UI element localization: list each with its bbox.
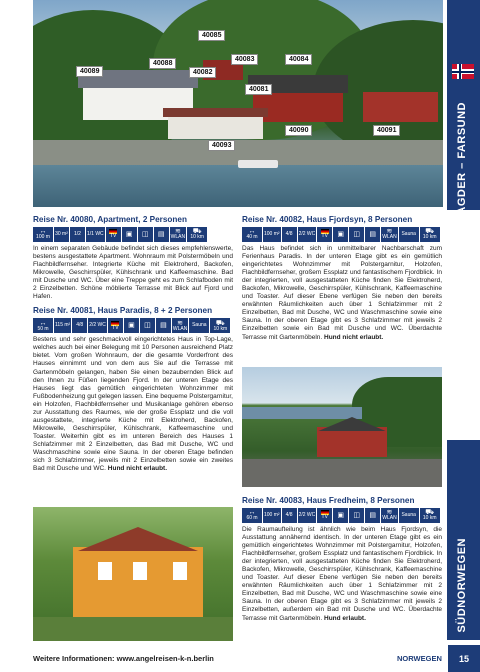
rooms-beds-icon: 4/8 xyxy=(72,318,87,333)
tv-icon: TV xyxy=(317,508,332,523)
amenity-icons xyxy=(33,318,233,333)
amenity-icons xyxy=(242,227,442,242)
label-40081: 40081 xyxy=(245,84,272,95)
sauna-icon: Sauna xyxy=(189,318,209,333)
oven-icon: ▣ xyxy=(124,318,139,333)
dishwasher-icon: ▤ xyxy=(156,318,171,333)
label-40090: 40090 xyxy=(285,125,312,136)
tv-icon: TV xyxy=(317,227,332,242)
tv-icon: TV xyxy=(106,227,121,242)
footer-country: NORWEGEN xyxy=(397,654,442,663)
footer-info: Weitere Informationen: www.angelreisen-k-n.berlin xyxy=(33,654,214,663)
sauna-icon: Sauna xyxy=(399,508,419,523)
microwave-icon: ◫ xyxy=(140,318,155,333)
rooms-beds-icon: 4/8 xyxy=(282,227,297,242)
top-photo xyxy=(33,0,443,207)
distance-water-icon: ↔ 60 m xyxy=(242,508,262,523)
water xyxy=(33,165,443,207)
bath-wc-icon: 1/1 WC xyxy=(86,227,105,242)
distance-water-icon: ↔ 40 m xyxy=(242,227,262,242)
photo-haus-fjordsyn xyxy=(242,367,442,487)
label-40082: 40082 xyxy=(189,67,216,78)
boat xyxy=(238,160,278,168)
listing-title: Reise Nr. 40082, Haus Fjordsyn, 8 Personen xyxy=(242,215,413,224)
rooms-beds-icon: 1/2 xyxy=(70,227,85,242)
listing-40082 xyxy=(242,214,442,342)
microwave-icon: ◫ xyxy=(138,227,153,242)
label-40089: 40089 xyxy=(76,66,103,77)
listing-title: Reise Nr. 40080, Apartment, 2 Personen xyxy=(33,215,187,224)
house-red-2 xyxy=(363,92,438,122)
wifi-icon: ≋ WLAN xyxy=(172,319,188,332)
dishwasher-icon: ▤ xyxy=(365,508,380,523)
distance-shop-icon: ⛟ 10 km xyxy=(420,508,440,523)
label-40093: 40093 xyxy=(208,140,235,151)
listing-40080 xyxy=(33,214,233,473)
distance-water-icon: ↔ 100 m xyxy=(33,227,53,242)
area-icon: 115 m² xyxy=(54,318,71,333)
side-band xyxy=(447,0,480,672)
wifi-icon: ≋ WLAN xyxy=(382,509,397,522)
area-icon: 30 m² xyxy=(54,227,69,242)
listing-text: In einem separaten Gebäude befindet sich dieses empfehlenswerte, bestens ausgestattete Apartment. Wohnraum mit Polstermöbeln und Flachbildfernseher. Integrierte Küche mit Elektroherd, Backofen, Mikrowelle, Geschirrspüler, Kühlschrank und Kaffeemaschine. Bad mit Dusche und WC. Über eine Treppe geht es zum Schlafboden mit 2 Einzelbetten. Schöne möblierte Terrasse mit Blick auf Fjord und Hafen. xyxy=(33,245,233,301)
microwave-icon: ◫ xyxy=(349,227,364,242)
listing-text: Die Raumaufteilung ist ähnlich wie beim Haus Fjordsyn, die Ausstattung annähernd identisch. In der unteren Etage gibt es ein gemütlich eingerichtetes Wohnzimmer mit Polstergarnitur, Holzofen, Flachbildfernseher, großem Essplatz und fantastischem Fjordblick. In der integrierten, voll ausgestatteten Küche finden Sie Elektroherd, Backofen, Mikrowelle, Geschirrspüler, Kühlschrank, Kaffeemaschine und Toaster. Auf dieser Ebene verfügen Sie neben den bereits erwähnten Räumlichkeiten auch über 1 Schlafzimmer mit 2 Einzelbetten, Bad mit Dusche, WC und Waschmaschine sowie eine Sauna. In der oberen Etage gibt es 3 Schlafzimmer mit jeweils 2 Einzelbetten, außerdem ein Bad mit Dusche und WC. Überdachte Terrasse mit Gartenmöbeln. Hund erlaubt. xyxy=(242,526,442,622)
amenity-icons xyxy=(33,227,233,242)
house-bottom xyxy=(168,115,263,139)
oven-icon: ▣ xyxy=(333,227,348,242)
label-40088: 40088 xyxy=(149,58,176,69)
area-icon: 100 m² xyxy=(263,227,281,242)
microwave-icon: ◫ xyxy=(349,508,364,523)
listing-title: Reise Nr. 40083, Haus Fredheim, 8 Personen xyxy=(242,496,415,505)
label-40084: 40084 xyxy=(285,54,312,65)
listing-text: Das Haus befindet sich in unmittelbarer Nachbarschaft zum Ferienhaus Paradis. In der unteren Etage gibt es ein gemütlich eingerichtetes Wohnzimmer mit Polstergarnitur, Holzofen, Flachbildfernseher, großem Essplatz und fantastischem Fjordblick. In der integrierten, voll ausgestatteten Küche finden Sie Elektroherd, Backofen, Mikrowelle, Geschirrspüler, Kühlschrank, Kaffeemaschine und Toaster. Auf dieser Ebene verfügen Sie neben den bereits erwähnten Räumlichkeiten auch über 1 Schlafzimmer mit 2 Einzelbetten, Bad mit Dusche, WC und Waschmaschine sowie eine Sauna. In der oberen Etage gibt es 3 Schlafzimmer mit jeweils 2 Einzelbetten sowie ein Bad mit Dusche und WC. Überdachte Terrasse mit Gartenmöbeln. Hund nicht erlaubt. xyxy=(242,245,442,341)
sauna-icon: Sauna xyxy=(399,227,419,242)
bath-wc-icon: 2/2 WC xyxy=(298,227,317,242)
page-number: 15 xyxy=(448,645,480,672)
region-label-bottom: SÜDNORWEGEN xyxy=(456,538,468,633)
dishwasher-icon: ▤ xyxy=(154,227,169,242)
tv-icon: TV xyxy=(108,318,123,333)
amenity-icons xyxy=(242,508,442,523)
listing-40083 xyxy=(242,495,442,623)
norway-flag-icon xyxy=(452,64,474,79)
oven-icon: ▣ xyxy=(122,227,137,242)
distance-water-icon: ↔ 50 m xyxy=(33,318,53,333)
bath-wc-icon: 2/2 WC xyxy=(88,318,107,333)
distance-shop-icon: ⛟ 10 km xyxy=(420,227,440,242)
wifi-icon: ≋ WLAN xyxy=(382,228,397,241)
label-40091: 40091 xyxy=(373,125,400,136)
label-40085: 40085 xyxy=(198,30,225,41)
roof-bottom xyxy=(163,108,268,117)
label-40083: 40083 xyxy=(231,54,258,65)
distance-shop-icon: ⛟ 10 km xyxy=(187,227,207,242)
oven-icon: ▣ xyxy=(333,508,348,523)
listing-text: Bestens und sehr geschmackvoll eingerichtetes Haus in Top-Lage, welches auch bei einer Belegung mit 10 Personen ausreichend Platz bietet. Vom großen Wohnraum, der die gesamte Vorderfront des Hauses einnimmt und von dem aus Sie auf die Terrasse mit Gartenmöbeln gelangen, haben Sie einen bezaubernden Blick auf den Ihnen zu Füßen liegenden Fjord. In der unteren Etage des Hauses liegt das gemütlich eingerichteten Wohnzimmer mit Fußbodenheizung gut gelegen lassen. Eine bequeme Polstergarnitur, ein Holzofen, Flachbildfernseher und Musikanlage gehören ebenso zur Ausstattung des Raumes, wie der große Essplatz und die voll ausgestattete, integrierte Küche mit Elektroherd, Backofen, Mikrowelle, Geschirrspüler, Kühlschrank, Kaffeemaschine und Toaster. Weiterhin gibt es im unteren Bereich des Hauses 1 Schlafzimmer mit 2 Einzelbetten, das Bad mit Dusche, WC und Waschmaschine sowie eine Sauna. In der oberen Etage befinden sich 3 Schlafzimmer, jeweils mit 2 Einzelbetten sowie ein zweites Bad mit Dusche und WC. Hund nicht erlaubt. xyxy=(33,336,233,473)
wifi-icon: ≋ WLAN xyxy=(170,228,186,241)
region-label-top: AGDER – FARSUND xyxy=(456,102,468,215)
area-icon: 100 m² xyxy=(263,508,281,523)
rooms-beds-icon: 4/8 xyxy=(282,508,297,523)
listing-title: Reise Nr. 40081, Haus Paradis, 8 + 2 Personen xyxy=(33,306,213,316)
bath-wc-icon: 2/2 WC xyxy=(298,508,317,523)
distance-shop-icon: ⛟ 10 km xyxy=(210,318,230,333)
photo-haus-fredheim xyxy=(33,507,233,641)
dishwasher-icon: ▤ xyxy=(365,227,380,242)
